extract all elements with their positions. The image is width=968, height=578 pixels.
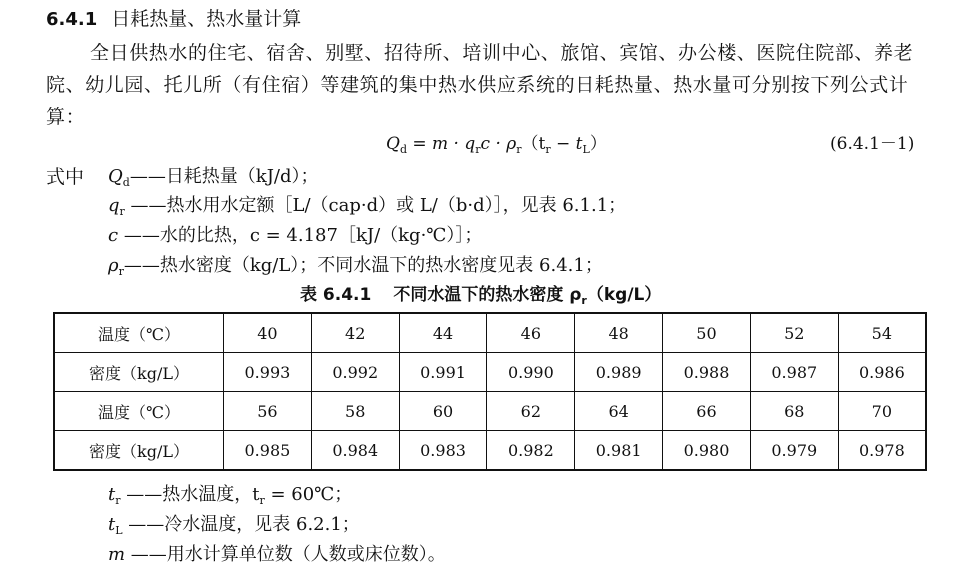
table-row [54,431,926,471]
definition-symbol: t [108,514,116,535]
paragraph-line-3: 算： [46,106,86,128]
section-number: 6.4.1 [46,9,98,30]
row-header: 温度（℃） [54,313,224,353]
table-cell: 0.986 [838,353,926,392]
table-cell: 70 [838,392,926,431]
definition-symbol: q [108,195,120,216]
table-cell: 0.980 [663,431,751,471]
table-cell: 0.989 [575,353,663,392]
table-cell: 0.978 [838,431,926,471]
table-cell: 0.982 [487,431,575,471]
row-header: 密度（kg/L） [54,431,224,471]
definition-symbol: c [108,225,119,246]
formula-number: (6.4.1－1) [830,134,915,154]
row-header: 密度（kg/L） [54,353,224,392]
formula-paren-close: ） [589,134,607,154]
table-row [54,353,926,392]
formula-t1-sub: r [545,143,551,156]
table-cell: 60 [399,392,487,431]
formula-lhs: Q [386,134,400,154]
definition-item [108,543,446,567]
formula [386,132,607,162]
definition-item [108,165,319,195]
table-caption [300,283,661,313]
definition-text: ——热水温度，t [120,484,260,505]
table-cell: 50 [663,313,751,353]
table-cell: 0.984 [311,431,399,471]
formula-q-sub: r [475,143,481,156]
table-cell: 62 [487,392,575,431]
table-cell: 42 [311,313,399,353]
definition-text: ——热水密度（kg/L）；不同水温下的热水密度见表 6.4.1； [123,255,603,276]
formula-t2-sub: L [582,143,590,156]
section-heading [46,7,301,32]
definition-text: ——日耗热量（kJ/d）； [129,166,319,187]
table-cell: 54 [838,313,926,353]
definition-item [108,254,603,284]
formula-eq: = m · q [406,134,476,154]
table-cell: 64 [575,392,663,431]
formula-minus: − t [550,134,583,154]
definition-symbol: t [108,484,116,505]
table-cell: 46 [487,313,575,353]
definition-text: ——冷水温度，见表 6.2.1； [122,514,360,535]
table-caption-unit: （kg/L） [586,285,662,305]
table-cell: 0.983 [399,431,487,471]
table-cell: 68 [750,392,838,431]
definition-item [108,513,360,543]
table-cell: 58 [311,392,399,431]
definitions-prefix: 式中 [46,166,85,188]
definition-symbol-sub: d [122,176,130,189]
table-cell: 0.981 [575,431,663,471]
table-cell: 0.991 [399,353,487,392]
definition-symbol-sub: r [119,205,125,218]
table-row [54,313,926,353]
table-cell: 0.990 [487,353,575,392]
table-caption-sub: r [581,294,587,307]
table-cell: 0.992 [311,353,399,392]
formula-rho-sub: r [516,143,522,156]
density-table [53,312,927,471]
table-cell: 0.985 [224,431,312,471]
table-cell: 66 [663,392,751,431]
definition-text-tail: = 60℃； [264,484,353,505]
definition-symbol-sub: r [115,494,121,507]
definition-item [108,194,626,224]
definition-item [108,224,482,254]
table-caption-number: 表 6.4.1 [300,285,372,305]
formula-lhs-sub: d [399,143,407,156]
table-cell: 0.979 [750,431,838,471]
definition-symbol-sub: L [115,524,123,537]
definition-text-sub: r [259,494,265,507]
table-cell: 0.993 [224,353,312,392]
formula-paren-open: （t [521,134,546,154]
row-header: 温度（℃） [54,392,224,431]
table-cell: 0.987 [750,353,838,392]
definition-text: ——用水计算单位数（人数或床位数）。 [125,544,446,565]
table-cell: 48 [575,313,663,353]
table-cell: 52 [750,313,838,353]
definition-symbol: Q [108,166,123,187]
table-cell: 0.988 [663,353,751,392]
definition-text: ——热水用水定额［L/（cap·d）或 L/（b·d）］，见表 6.1.1； [124,195,627,216]
table-cell: 44 [399,313,487,353]
paragraph-line-1: 全日供热水的住宅、宿舍、别墅、招待所、培训中心、旅馆、宾馆、办公楼、医院住院部、养老 [90,42,914,64]
definition-symbol: m [108,544,126,565]
table-cell: 40 [224,313,312,353]
paragraph-line-2: 院、幼儿园、托儿所（有住宿）等建筑的集中热水供应系统的日耗热量、热水量可分别按下列公式计 [46,74,909,96]
table-cell: 56 [224,392,312,431]
definition-symbol: ρ [108,255,119,276]
table-caption-title: 不同水温下的热水密度 ρ [393,285,582,305]
formula-mid: c · ρ [480,134,517,154]
definition-item [108,483,352,513]
section-title: 日耗热量、热水量计算 [111,8,302,30]
definition-text: ——水的比热，c = 4.187［kJ/（kg·℃）］； [118,225,483,246]
table-row [54,392,926,431]
definition-symbol-sub: r [118,265,124,278]
